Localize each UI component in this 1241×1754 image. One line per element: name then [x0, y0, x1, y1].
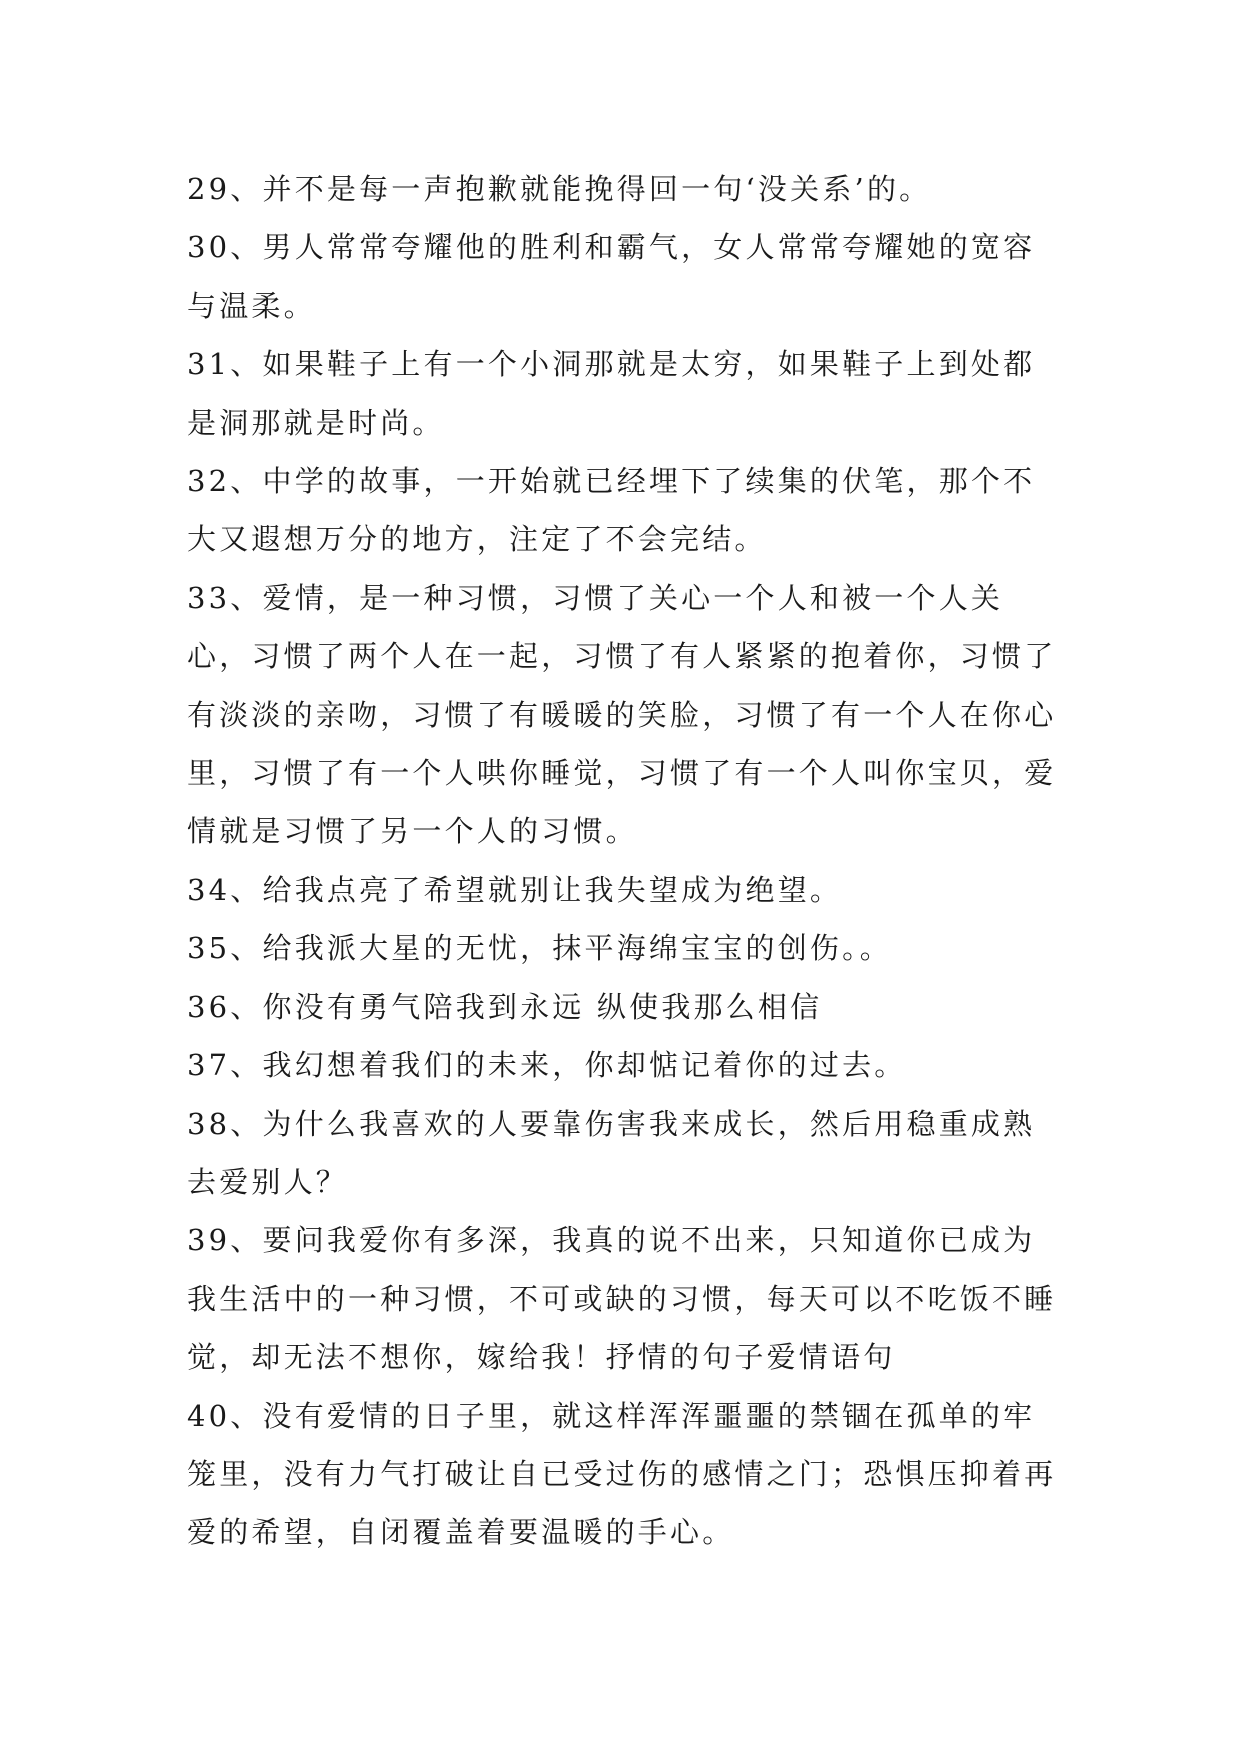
paragraph-38: 38、为什么我喜欢的人要靠伤害我来成长，然后用稳重成熟去爱别人？ — [187, 1106, 1036, 1199]
paragraph-33: 33、爱情，是一种习惯，习惯了关心一个人和被一个人关心，习惯了两个人在一起，习惯了有人紧紧的抱着你，习惯了有淡淡的亲吻，习惯了有暖暖的笑脸，习惯了有一个人在你心里，习惯了有一个人哄你睡觉，习惯了有一个人叫你宝贝，爱情就是习惯了另一个人的习惯。 — [187, 580, 1057, 849]
paragraph-40: 40、没有爱情的日子里，就这样浑浑噩噩的禁锢在孤单的牢笼里，没有力气打破让自已受过伤的感情之门；恐惧压抑着再爱的希望，自闭覆盖着要温暖的手心。 — [187, 1398, 1057, 1550]
paragraph-37: 37、我幻想着我们的未来，你却惦记着你的过去。 — [187, 1048, 907, 1083]
paragraph-34: 34、给我点亮了希望就别让我失望成为绝望。 — [187, 872, 843, 907]
paragraph-35: 35、给我派大星的无忧，抹平海绵宝宝的创伤。。 — [187, 931, 893, 966]
paragraph-39: 39、要问我爱你有多深，我真的说不出来，只知道你已成为我生活中的一种习惯，不可或缺的习惯，每天可以不吃饭不睡觉，却无法不想你，嫁给我！抒情的句子爱情语句 — [187, 1223, 1057, 1375]
paragraph-32: 32、中学的故事，一开始就已经埋下了续集的伏笔，那个不大又遐想万分的地方，注定了不会完结。 — [187, 464, 1036, 557]
paragraph-29: 29、并不是每一声抱歉就能挽得回一句‘没关系’的。 — [187, 172, 932, 206]
paragraph-36: 36、你没有勇气陪我到永远 纵使我那么相信 — [187, 989, 823, 1024]
document-body — [187, 160, 1065, 1562]
paragraph-30: 30、男人常常夸耀他的胜利和霸气，女人常常夸耀她的宽容与温柔。 — [187, 230, 1036, 323]
paragraph-31: 31、如果鞋子上有一个小洞那就是太穷，如果鞋子上到处都是洞那就是时尚。 — [187, 347, 1036, 440]
